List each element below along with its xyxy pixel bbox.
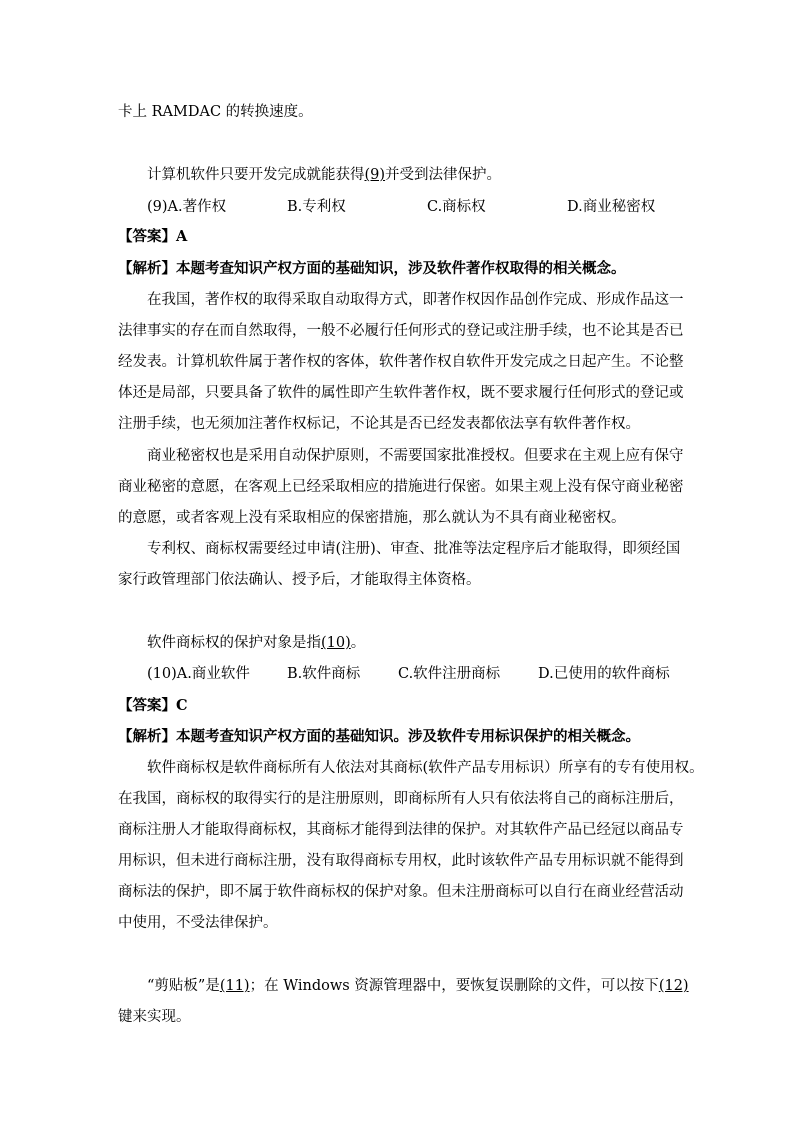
- blank-9: (9): [364, 167, 386, 183]
- text-line: 的意愿，或者客观上没有采取相应的保密措施，那么就认为不具有商业秘密权。: [118, 510, 626, 526]
- option-a: (9)A.著作权: [147, 199, 227, 215]
- question-11: “剪贴板”是(11)；在 Windows 资源管理器中，要恢复误删除的文件，可以按下(12): [147, 978, 689, 994]
- text-line: 体还是局部，只要具备了软件的属性即产生软件著作权，既不要求履行任何形式的登记或: [118, 385, 684, 401]
- text-line: 法律事实的存在而自然取得，一般不必履行任何形式的登记或注册手续，也不论其是否已: [118, 323, 684, 339]
- blank-10: (10): [321, 635, 351, 651]
- blank-12: (12): [658, 978, 689, 994]
- option-d: D.商业秘密权: [567, 199, 656, 215]
- text-line: 软件商标权是软件商标所有人依法对其商标(软件产品专用标识）所享有的专有使用权。: [147, 760, 704, 776]
- text-line: 商业秘密的意愿，在客观上已经采取相应的措施进行保密。如果主观上没有保守商业秘密: [118, 479, 684, 495]
- answer-9: 【答案】A: [118, 228, 188, 245]
- text-line: 家行政管理部门依法确认、授予后，才能取得主体资格。: [118, 572, 481, 588]
- answer-10: 【答案】C: [118, 697, 188, 714]
- option-c: C.软件注册商标: [398, 666, 501, 682]
- option-c: C.商标权: [427, 199, 486, 215]
- text-line: 中使用，不受法律保护。: [118, 915, 278, 931]
- text-line: 用标识，但未进行商标注册，没有取得商标专用权，此时该软件产品专用标识就不能得到: [118, 853, 684, 869]
- text-line: 经发表。计算机软件属于著作权的客体，软件著作权自软件开发完成之日起产生。不论整: [118, 354, 684, 370]
- text-line: 卡上 RAMDAC 的转换速度。: [118, 104, 313, 120]
- text-line: 注册手续，也无须加注著作权标记，不论其是否已经发表都依法享有软件著作权。: [118, 416, 640, 432]
- text-line: 商业秘密权也是采用自动保护原则，不需要国家批准授权。但要求在主观上应有保守: [147, 448, 684, 464]
- option-d: D.已使用的软件商标: [538, 666, 670, 682]
- analysis-10: 【解析】本题考查知识产权方面的基础知识。涉及软件专用标识保护的相关概念。: [118, 728, 640, 745]
- text-line: 在我国，著作权的取得采取自动取得方式，即著作权因作品创作完成、形成作品这一: [147, 292, 684, 308]
- option-a: (10)A.商业软件: [147, 666, 250, 682]
- text-line: 专利权、商标权需要经过申请(注册)、审查、批准等法定程序后才能取得，即须经国: [147, 541, 681, 557]
- option-b: B.专利权: [287, 199, 346, 215]
- option-b: B.软件商标: [287, 666, 361, 682]
- analysis-9: 【解析】本题考查知识产权方面的基础知识，涉及软件著作权取得的相关概念。: [118, 260, 626, 277]
- text-line: 商标法的保护，即不属于软件商标权的保护对象。但未注册商标可以自行在商业经营活动: [118, 884, 684, 900]
- text-line: 键来实现。: [118, 1009, 191, 1025]
- question-10: 软件商标权的保护对象是指(10)。: [147, 635, 366, 651]
- question-9: 计算机软件只要开发完成就能获得(9)并受到法律保护。: [147, 167, 502, 183]
- text-line: 商标注册人才能取得商标权，其商标才能得到法律的保护。对其软件产品已经冠以商品专: [118, 822, 684, 838]
- blank-11: (11): [219, 978, 250, 994]
- text-line: 在我国，商标权的取得实行的是注册原则，即商标所有人只有依法将自己的商标注册后，: [118, 791, 684, 807]
